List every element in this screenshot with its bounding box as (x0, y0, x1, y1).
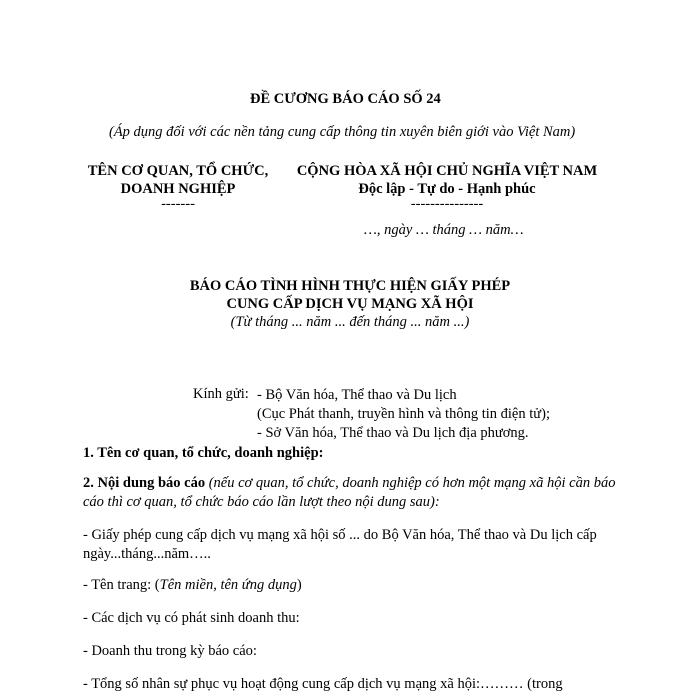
services-item: - Các dịch vụ có phát sinh doanh thu: (83, 610, 300, 626)
republic-header (286, 162, 608, 210)
republic-name: CỘNG HÒA XÃ HỘI CHỦ NGHĨA VIỆT NAM (296, 163, 598, 179)
section-2-note: (nếu cơ quan, tổ chức, doanh nghiệp có hơn một mạng xã hội cần báo cáo thì cơ quan, tổ chức báo cáo lần lượt theo nội dung sau): (83, 475, 616, 510)
report-period: (Từ tháng ... năm ... đến tháng ... năm ...) (230, 314, 470, 330)
outline-subtitle: (Áp dụng đối với các nền tảng cung cấp thông tin xuyên biên giới vào Việt Nam) (109, 124, 576, 140)
site-name-prefix: - Tên trang: ( (83, 577, 160, 593)
section-2-heading: 2. Nội dung báo cáo (83, 475, 206, 491)
org-header (80, 162, 276, 210)
date-line: …, ngày … tháng … năm… (364, 222, 524, 238)
license-item: - Giấy phép cung cấp dịch vụ mạng xã hội số ... do Bộ Văn hóa, Thể thao và Du lịch cấp ngày...tháng...năm….. (83, 527, 597, 562)
outline-title: ĐỀ CƯƠNG BÁO CÁO SỐ 24 (250, 91, 441, 107)
recipient-local: - Sở Văn hóa, Thể thao và Du lịch địa phương. (257, 425, 529, 441)
republic-rule: --------------- (410, 196, 484, 212)
section-2-paragraph (83, 474, 623, 512)
recipient-ministry: - Bộ Văn hóa, Thể thao và Du lịch (257, 387, 457, 403)
report-title-line1: BÁO CÁO TÌNH HÌNH THỰC HIỆN GIẤY PHÉP (189, 278, 511, 294)
report-title (150, 277, 550, 331)
revenue-item: - Doanh thu trong kỳ báo cáo: (83, 643, 257, 659)
republic-motto: Độc lập - Tự do - Hạnh phúc (358, 181, 536, 197)
org-name-line1: TÊN CƠ QUAN, TỔ CHỨC, (87, 163, 269, 179)
site-name-suffix: ) (296, 577, 302, 593)
site-name-hint: Tên miền, tên ứng dụng (159, 577, 297, 593)
org-name-line2: DOANH NGHIỆP (120, 181, 236, 197)
recipient-department-note: (Cục Phát thanh, truyền hình và thông tin điện tử); (257, 406, 550, 422)
org-rule: ------- (161, 196, 195, 212)
staff-item: - Tổng số nhân sự phục vụ hoạt động cung cấp dịch vụ mạng xã hội:……… (trong (83, 676, 563, 692)
recipients-label: Kính gửi: (193, 386, 249, 402)
site-name-item (83, 577, 302, 594)
report-title-line2: CUNG CẤP DỊCH VỤ MẠNG XÃ HỘI (226, 296, 474, 312)
section-1-heading: 1. Tên cơ quan, tổ chức, doanh nghiệp: (83, 445, 324, 461)
recipients-block (257, 386, 550, 443)
